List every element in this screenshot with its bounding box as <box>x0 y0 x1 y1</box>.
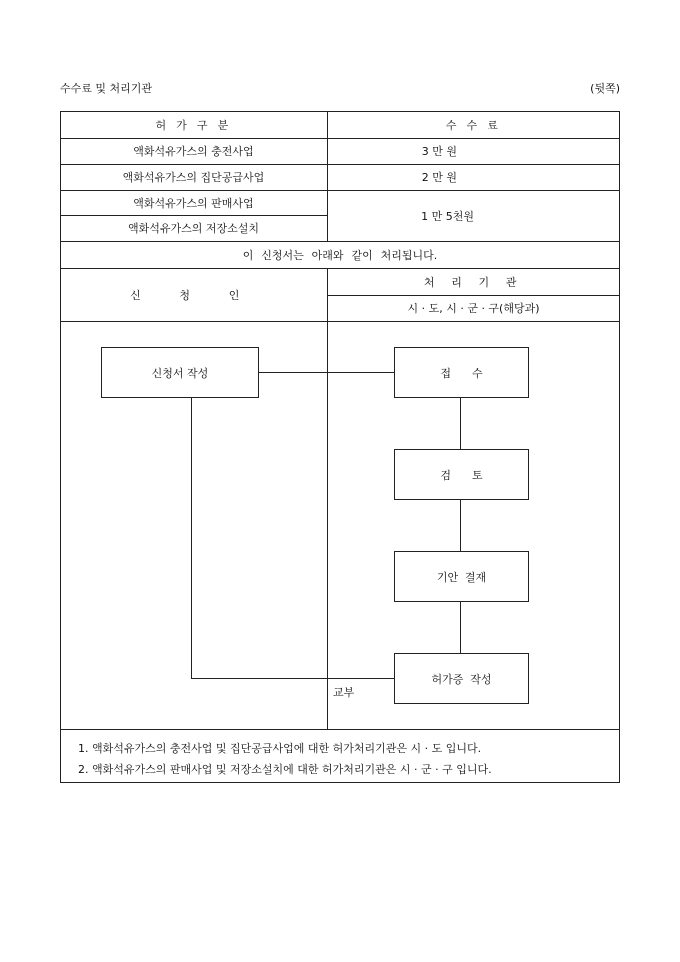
category-cell: 액화석유가스의 집단공급사업 <box>122 171 265 184</box>
flow-step-receipt: 접 수 <box>394 347 529 398</box>
flow-step-review: 검 토 <box>394 449 529 500</box>
fee-cell: 2 만 원 <box>421 171 457 184</box>
fee-cell: 3 만 원 <box>421 145 457 158</box>
flow-step-application: 신청서 작성 <box>101 347 259 398</box>
flow-step-permit: 허가증 작성 <box>394 653 529 704</box>
page-title: 수수료 및 처리기관 <box>60 82 153 95</box>
category-cell: 액화석유가스의 저장소설치 <box>127 222 259 235</box>
fee-header: 수 수 료 <box>445 118 502 132</box>
agency-detail: 시 · 도, 시 · 군 · 구(해당과) <box>407 302 540 315</box>
category-cell: 액화석유가스의 판매사업 <box>133 196 254 210</box>
process-intro: 이 신청서는 아래와 같이 처리됩니다. <box>242 248 438 262</box>
category-cell: 액화석유가스의 충전사업 <box>133 145 254 158</box>
note-item: 2. 액화석유가스의 판매사업 및 저장소설치에 대한 허가처리기관은 시 · 군 · 구 입니다. <box>78 763 492 776</box>
delivery-label: 교부 <box>333 686 355 699</box>
agency-label: 처 리 기 관 <box>423 275 524 289</box>
category-header: 허 가 구 분 <box>155 118 232 132</box>
flow-step-approval: 기안 결재 <box>394 551 529 602</box>
page-side-label: (뒷쪽) <box>590 82 620 95</box>
applicant-label: 신 청 인 <box>130 288 257 302</box>
fee-cell-merged: 1 만 5천원 <box>421 209 474 223</box>
note-item: 1. 액화석유가스의 충전사업 및 집단공급사업에 대한 허가처리기관은 시 · 도 입니다. <box>78 742 482 755</box>
